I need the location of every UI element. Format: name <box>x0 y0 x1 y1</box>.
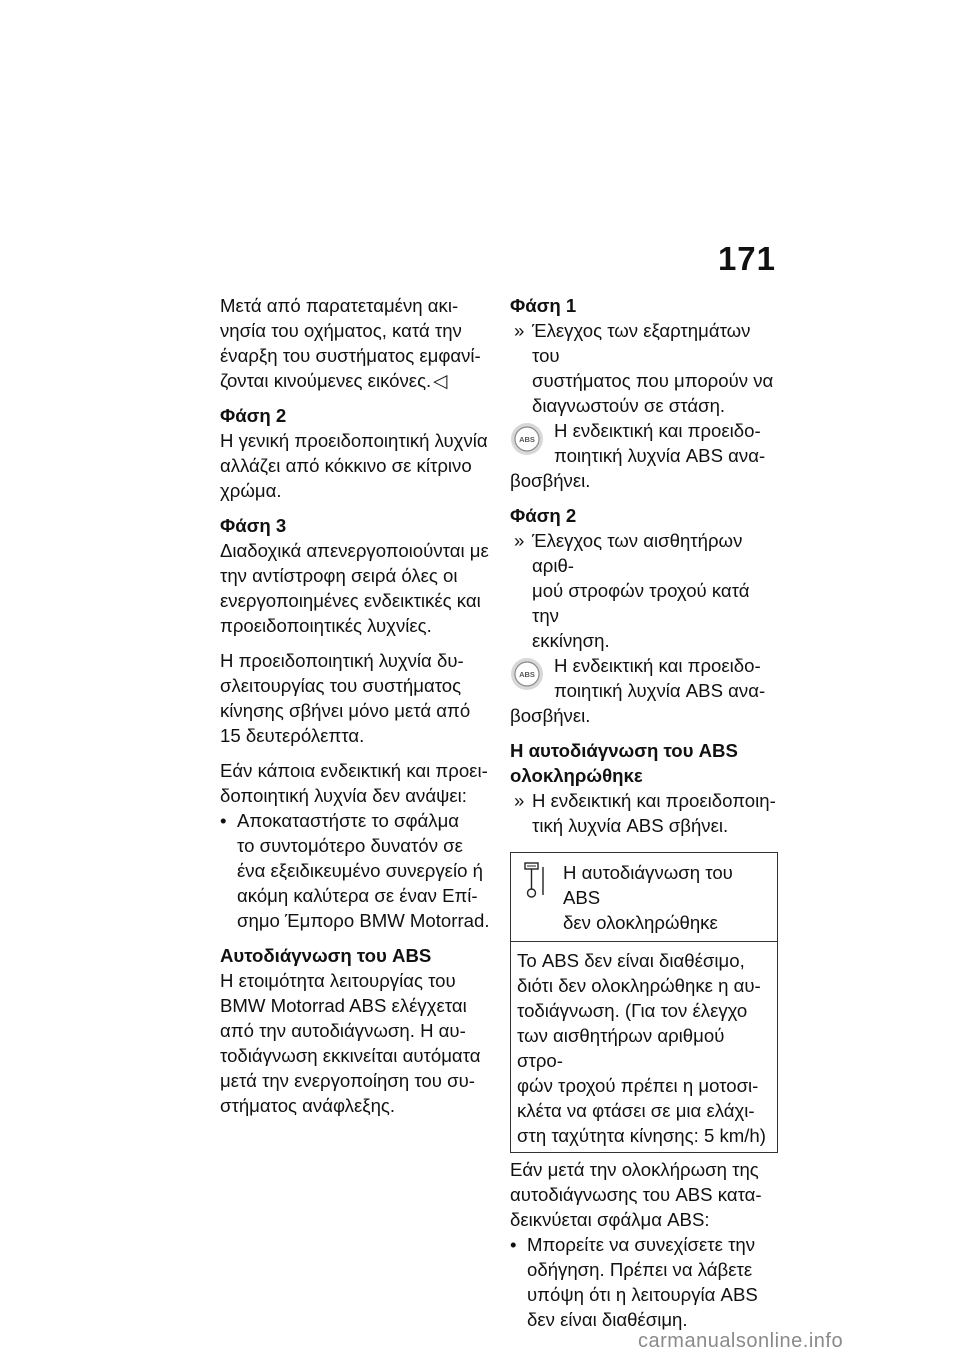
info-box-header: Η αυτοδιάγνωση του ABS δεν ολοκληρώθηκε <box>511 853 777 942</box>
abs-warning-lamp-icon <box>510 657 544 691</box>
selfdiag-heading: Αυτοδιάγνωση του ABS <box>220 945 432 966</box>
phase2-right-section <box>510 503 780 728</box>
phase3-section: Φάση 3 Διαδοχικά απενεργοποιούνται με την αντίστροφη σειρά όλες οι ενεργοποιημένες ενδεικτικές και προειδοποιητικές λυχνίες. <box>220 515 489 636</box>
step-arrow-icon: » <box>514 320 525 341</box>
phase1-heading: Φάση 1 <box>510 295 577 316</box>
step-arrow-icon: » <box>514 790 525 811</box>
phase2-right-heading: Φάση 2 <box>510 505 577 526</box>
info-box-body: Το ABS δεν είναι διαθέσιμο, διότι δεν ολοκληρώθηκε η αυ- τοδιάγνωση. (Για τον έλεγχο των αισθητήρων αριθμού στρο- φών τροχού πρέπει η μοτοσι- κλέτα να φτάσει σε μια ελάχι- στη ταχύτητα κίνησης: 5 km/h) <box>517 950 766 1146</box>
page-number: 171 <box>717 240 776 277</box>
phase3-heading: Φάση 3 <box>220 515 287 536</box>
step-item: » Έλεγχος των αισθητήρων αριθ- μού στροφών τροχού κατά την εκκίνηση. <box>514 530 750 651</box>
info-box <box>510 852 778 1153</box>
intro-paragraph: Μετά από παρατεταμένη ακι- νησία του οχήματος, κατά την έναρξη του συστήματος εμφανί- ζονται κινούμενες εικόνες. ◁ <box>220 295 481 391</box>
lamp-check-paragraph: Εάν κάποια ενδεικτική και προει- δοποιητική λυχνία δεν ανάψει: • Αποκαταστήστε το σφάλμα το συντομότερο δυνατόν σε ένα εξειδικευμένο συνεργείο ή ακόμη καλύτερα σε έναν Επί- σημο Έμπορο BMW Motorrad. <box>220 760 490 931</box>
phase2-section: Φάση 2 Η γενική προειδοποιητική λυχνία αλλάζει από κόκκινο σε κίτρινο χρώμα. <box>220 403 490 503</box>
abs-lamp-note: ABS Η ενδεικτική και προειδο- ποιητική λυχνία ABS ανα- βοσβήνει. <box>510 655 766 726</box>
abs-error-paragraph: Εάν μετά την ολοκλήρωση της αυτοδιάγνωσης του ABS κατα- δεικνύεται σφάλμα ABS: • Μπορείτε να συνεχίσετε την οδήγηση. Πρέπει να λάβετε υπόψη ότι η λειτουργία ABS δεν είναι διαθέσιμη. <box>510 1157 780 1332</box>
bullet-item: • Μπορείτε να συνεχίσετε την οδήγηση. Πρέπει να λάβετε υπόψη ότι η λειτουργία ABS δεν είναι διαθέσιμη. <box>510 1234 758 1330</box>
phase1-section <box>510 293 780 493</box>
watermark: carmanualsonline.info <box>638 1330 844 1352</box>
bullet-icon: • <box>510 1234 517 1255</box>
step-arrow-icon: » <box>514 530 525 551</box>
technical-note-icon <box>523 861 551 899</box>
bullet-item: • Αποκαταστήστε το σφάλμα το συντομότερο δυνατόν σε ένα εξειδικευμένο συνεργείο ή ακόμη καλύτερα σε έναν Επί- σημο Έμπορο BMW Motorrad. <box>220 810 490 931</box>
abs-lamp-note: ABS Η ενδεικτική και προειδο- ποιητική λυχνία ABS ανα- βοσβήνει. <box>510 420 766 491</box>
info-box-title: Η αυτοδιάγνωση του ABS <box>563 862 733 908</box>
step-item: » Η ενδεικτική και προειδοποιη- τική λυχνία ABS σβήνει. <box>514 790 776 836</box>
step-item: » Έλεγχος των εξαρτημάτων του συστήματος που μπορούν να διαγνωστούν σε στάση. <box>514 320 774 416</box>
svg-text:ABS: ABS <box>519 670 535 679</box>
bullet-icon: • <box>220 810 227 831</box>
selfdiag-complete-heading: Η αυτοδιάγνωση του ABS <box>510 740 738 761</box>
malfunction-paragraph: Η προειδοποιητική λυχνία δυ- σλειτουργίας του συστήματος κίνησης σβήνει μόνο μετά από 15 δευτερόλεπτα. <box>220 650 471 746</box>
phase2-heading: Φάση 2 <box>220 405 287 426</box>
abs-warning-lamp-icon <box>510 422 544 456</box>
selfdiag-section: Αυτοδιάγνωση του ABS Η ετοιμότητα λειτουργίας του BMW Motorrad ABS ελέγχεται από την αυτοδιάγνωση. Η αυ- τοδιάγνωση εκκινείται αυτόματα μετά την ενεργοποίηση του συ- στήματος ανάφλεξης. <box>220 943 490 1118</box>
end-marker-icon: ◁ <box>433 370 448 391</box>
left-column <box>220 293 490 1128</box>
selfdiag-complete-section: Η αυτοδιάγνωση του ABS ολοκληρώθηκε » Η ενδεικτική και προειδοποιη- τική λυχνία ABS σβήνει. <box>510 738 780 838</box>
svg-text:ABS: ABS <box>519 435 535 444</box>
right-column <box>510 293 780 1332</box>
